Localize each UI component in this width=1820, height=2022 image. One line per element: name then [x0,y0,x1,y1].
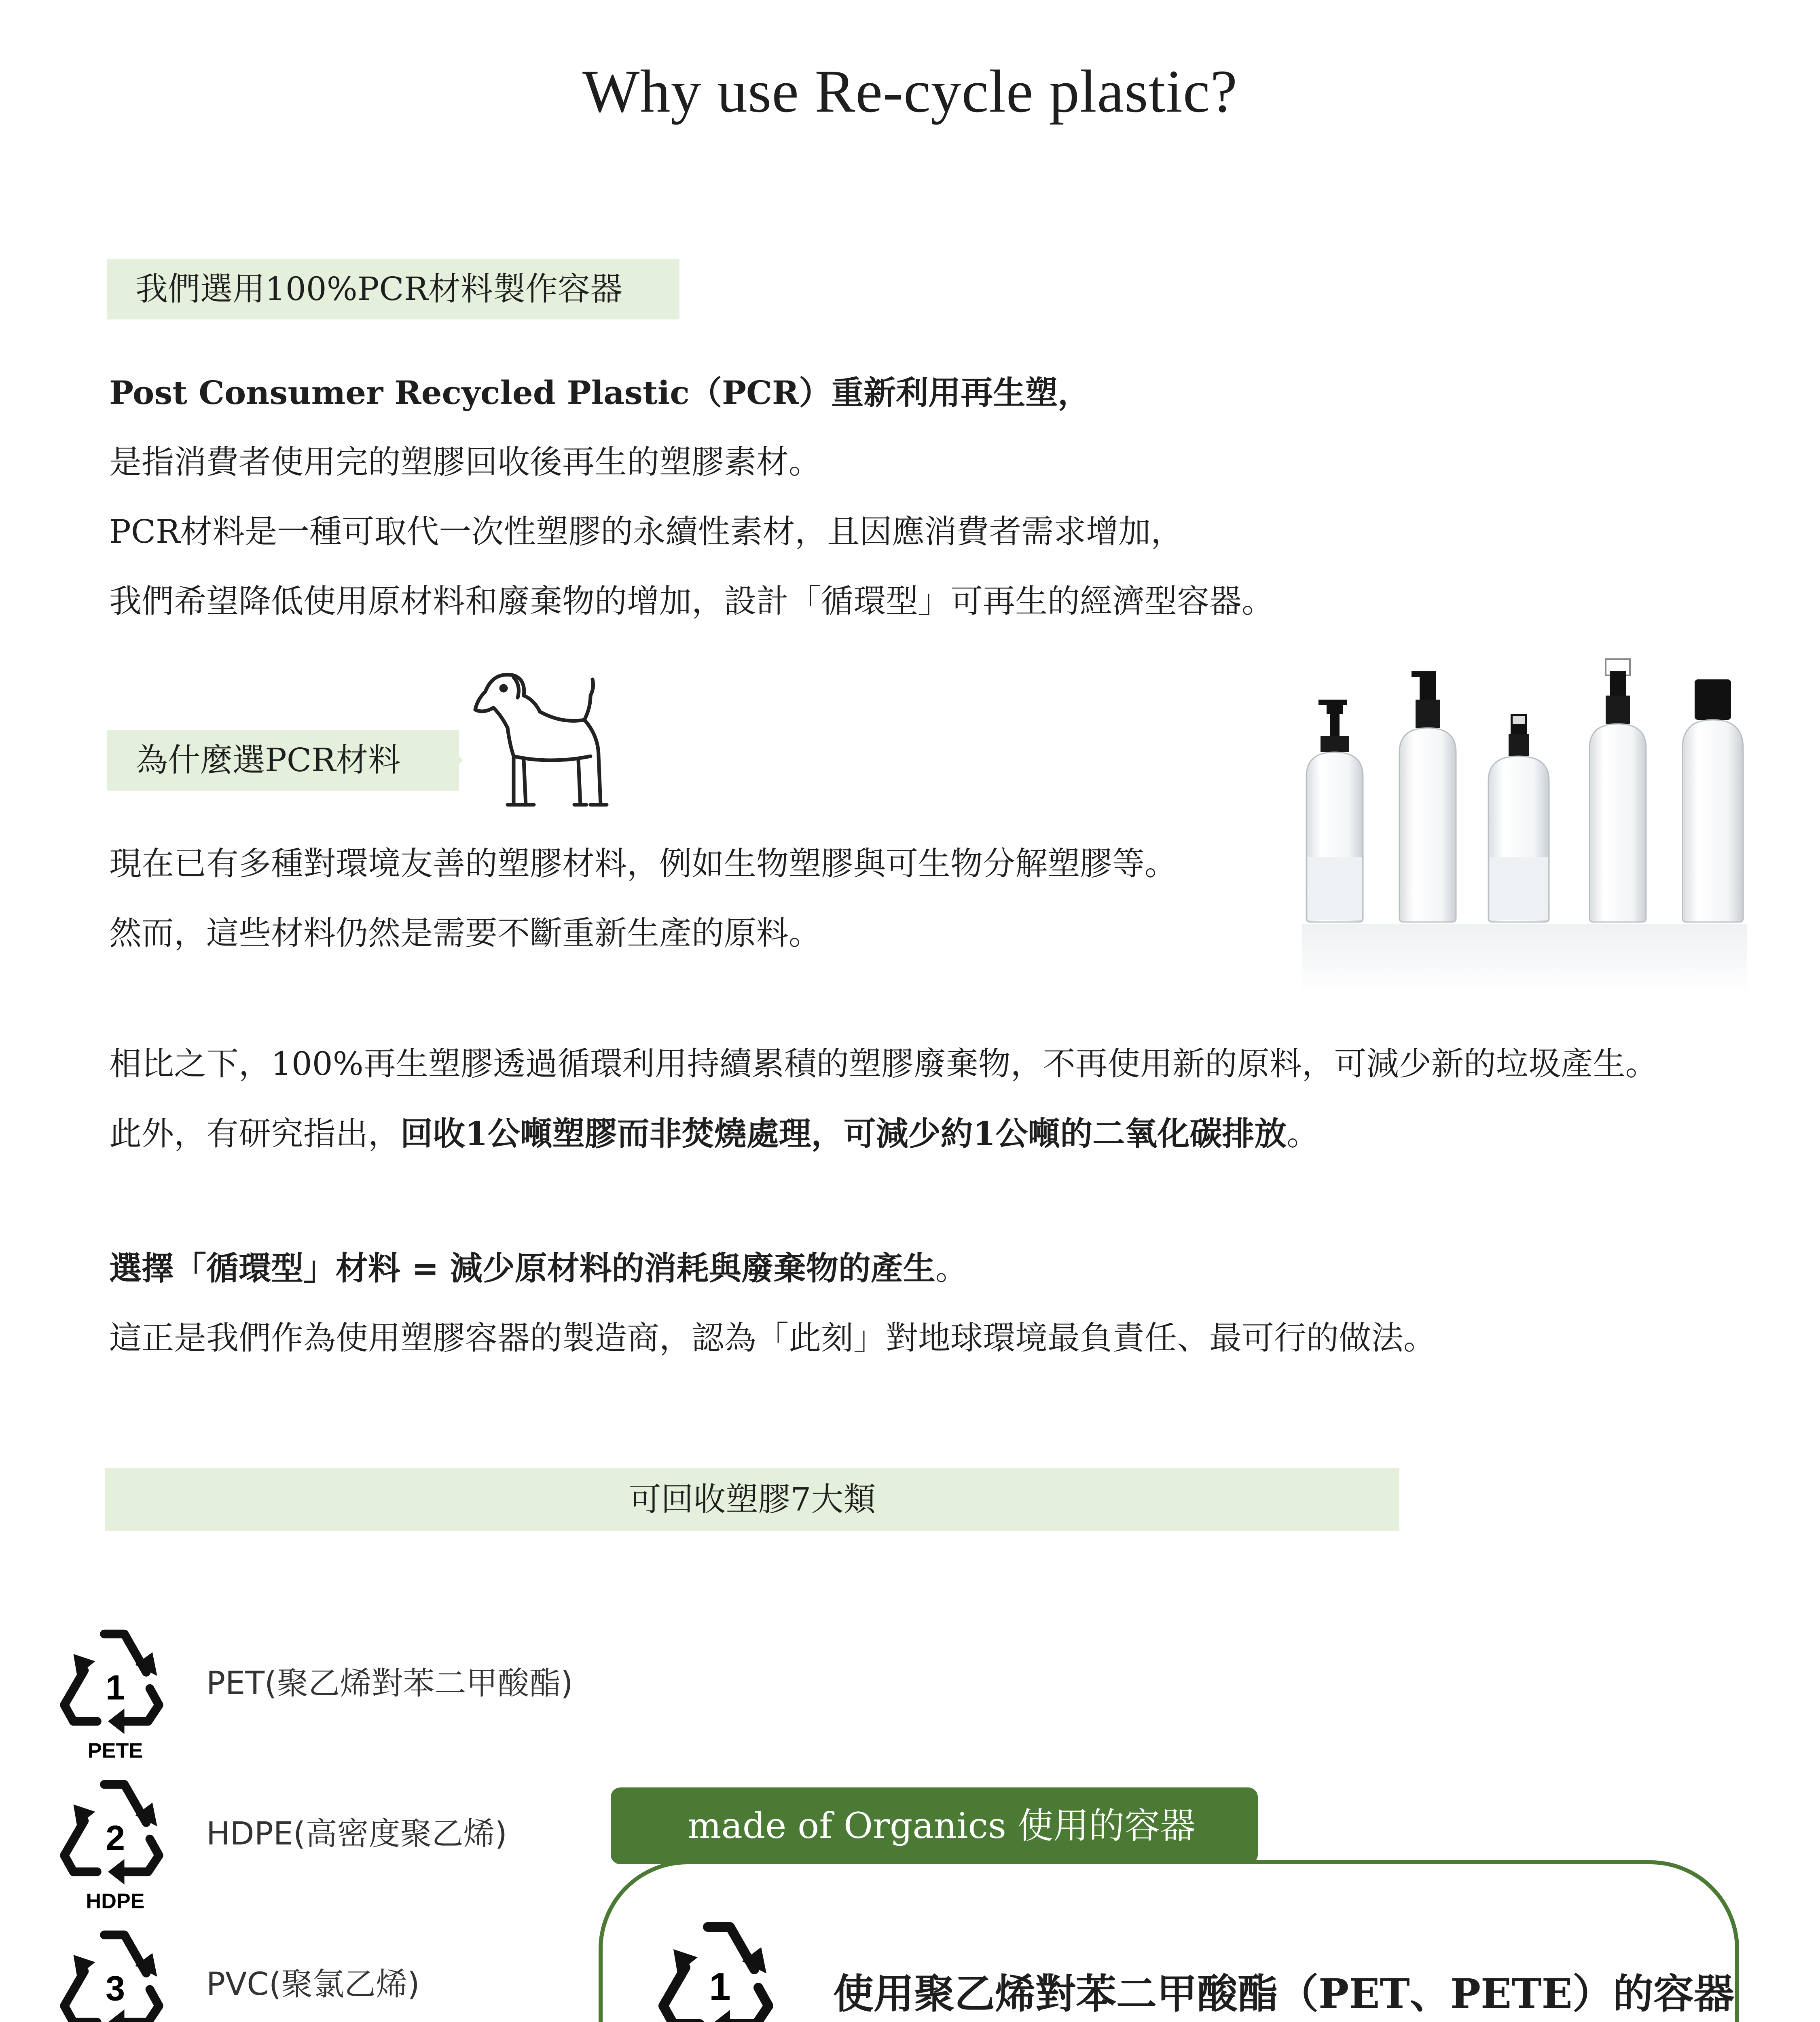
recycle-number: 2 [105,1819,125,1858]
section2-line: 現在已有多種對環境友善的塑膠材料，例如生物塑膠與可生物分解塑膠等。 [109,845,1177,882]
section3-line2-plain: 此外，有研究指出， [109,1115,400,1153]
recycle-item-pete [57,1618,582,1763]
section1-line: 我們希望降低使用原材料和廢棄物的增加，設計「循環型」可再生的經濟型容器。 [109,582,1274,620]
symbol-number: 1 [709,1965,731,2008]
section3-text [109,1029,1658,1169]
pcr-tag: 我們選用100%PCR材料製作容器 [107,259,679,319]
section1-line: PCR材料是一種可取代一次性塑膠的永續性素材，且因應消費者需求增加， [109,513,1183,550]
section1-heading: Post Consumer Recycled Plastic（PCR）重新利用再生塑， [109,374,1090,412]
recycle-list [57,1618,582,2022]
why-pcr-tag: 為什麼選PCR材料 [107,730,459,791]
page-title: Why use Re-cycle plastic? [582,58,1238,125]
recycle-abbr: HDPE [86,1889,145,1913]
recycle-hdpe-icon [57,1768,174,1914]
recycle-label: PET(聚乙烯對苯二甲酸酯) [206,1665,573,1702]
dog-icon [469,663,615,817]
categories-banner: 可回收塑膠7大類 [105,1468,1399,1531]
section3-line3-end: 。 [935,1250,968,1287]
bottles-icon [1294,655,1771,1003]
recycle-number: 1 [105,1668,125,1707]
recycle-pete-icon [655,1909,785,2022]
section3-line4: 這正是我們作為使用塑膠容器的製造商，認為「此刻」對地球環境最負責任、最可行的做法。 [109,1319,1436,1357]
tag-arrow-icon [431,730,463,791]
organics-tab: made of Organics 使用的容器 [611,1787,1258,1864]
recycle-abbr: PETE [87,1739,143,1763]
section1-text [109,358,1274,636]
recycle-label: PVC(聚氯乙烯) [206,1966,420,2003]
box-heading: 使用聚乙烯對苯二甲酸酯（PET、PETE）的容器 [833,1970,1734,2018]
recycle-pvc-icon [57,1918,174,2022]
section3b-text [109,1233,1436,1373]
recycle-item-pvc [57,1918,582,2022]
recycle-label: HDPE(高密度聚乙烯) [206,1816,507,1852]
section3-line3-bold: 選擇「循環型」材料 = 減少原材料的消耗與廢棄物的產生 [109,1249,935,1287]
recycle-pete-icon [57,1618,174,1763]
section3-line1: 相比之下，100%再生塑膠透過循環利用持續累積的塑膠廢棄物，不再使用新的原料，可減少新的垃圾產生。 [109,1045,1658,1083]
section2-line: 然而，這些材料仍然是需要不斷重新生產的原料。 [109,914,821,952]
section3-line2-end: 。 [1287,1115,1319,1153]
section1-line: 是指消費者使用完的塑膠回收後再生的塑膠素材。 [109,443,821,481]
section3-line2 [109,1099,1658,1169]
recycle-number: 3 [105,1969,125,2008]
section3-line2-bold: 回收1公噸塑膠而非焚燒處理，可減少約1公噸的二氧化碳排放 [400,1115,1287,1153]
section2-text [109,829,1177,968]
recycle-item-hdpe [57,1768,582,1914]
